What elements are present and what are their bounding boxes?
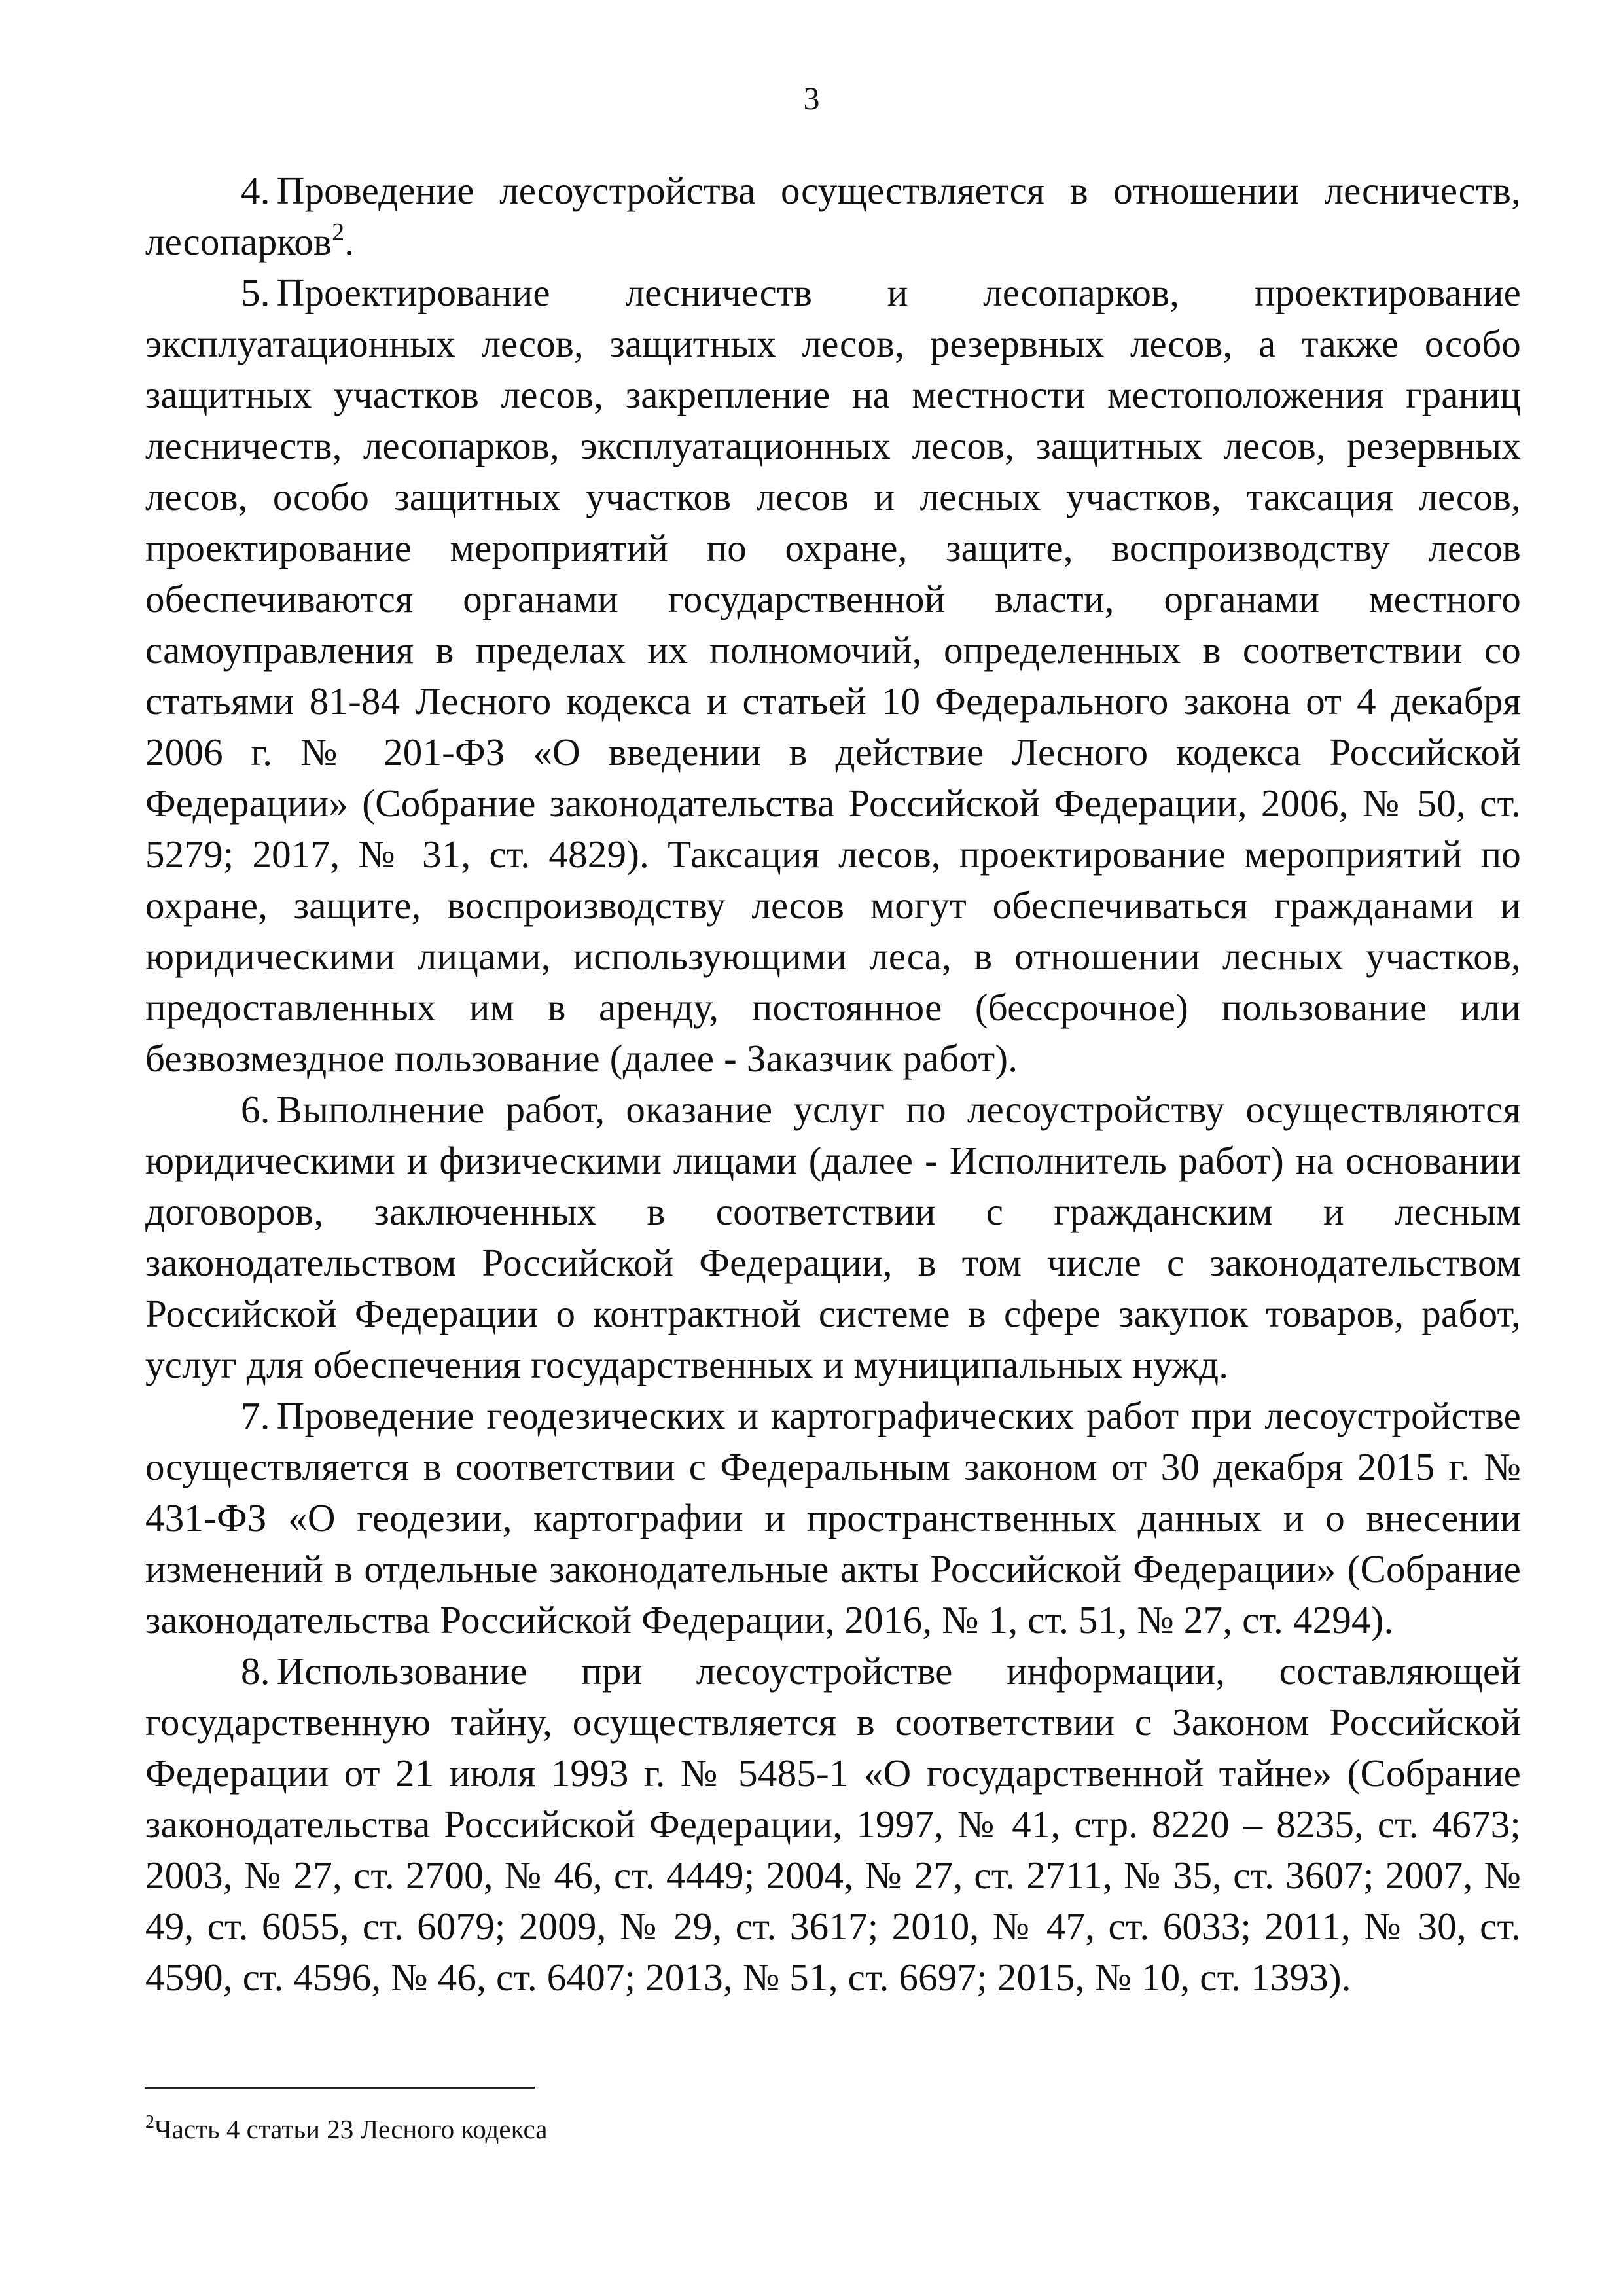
- paragraph-number: 8.: [241, 1649, 270, 1693]
- footnote-divider: [145, 2087, 535, 2089]
- paragraph-7: [145, 1390, 1521, 1645]
- paragraph-text: Проведение лесоустройства осуществляется в отношении лесничеств, лесопарков: [145, 169, 1521, 263]
- footnote: [145, 2111, 1323, 2147]
- paragraph-number: 5.: [241, 271, 270, 314]
- page-number: 3: [803, 80, 820, 117]
- footnote-text: Часть 4 статьи 23 Лесного кодекса: [154, 2114, 548, 2144]
- footnote-reference: 2: [332, 219, 345, 246]
- footnote-marker: 2: [145, 2112, 154, 2132]
- paragraph-text: Проведение геодезических и картографических работ при лесоустройстве осуществляется в соответствии с Федеральным законом от 30 декабря 2015 г. № 431-ФЗ «О геодезии, картографии и пространственных данных и о внесении изменений в отдельные законодательные акты Российской Федерации» (Собрание законодательства Российской Федерации, 2016, № 1, ст. 51, № 27, ст. 4294).: [145, 1394, 1521, 1641]
- paragraph-5: [145, 267, 1521, 1084]
- paragraph-text-end: .: [344, 220, 355, 263]
- paragraph-6: [145, 1084, 1521, 1390]
- paragraph-number: 4.: [241, 169, 270, 212]
- body-text: [145, 165, 1521, 2003]
- paragraph-8: [145, 1645, 1521, 2003]
- paragraph-text: Проектирование лесничеств и лесопарков, проектирование эксплуатационных лесов, защитных лесов, резервных лесов, а также особо защитных участков лесов, закрепление на местности местоположения границ лесничеств, лесопарков, эксплуатационных лесов, защитных лесов, резервных лесов, особо защитных участков лесов и лесных участков, таксация лесов, проектирование мероприятий по охране, защите, воспроизводству лесов обеспечиваются органами государственной власти, органами местного самоуправления в пределах их полномочий, определенных в соответствии со статьями 81-84 Лесного кодекса и статьей 10 Федерального закона от 4 декабря 2006 г. № 201-ФЗ «О введении в действие Лесного кодекса Российской Федерации» (Собрание законодательства Российской Федерации, 2006, № 50, ст. 5279; 2017, № 31, ст. 4829). Таксация лесов, проектирование мероприятий по охране, защите, воспроизводству лесов могут обеспечиваться гражданами и юридическими лицами, использующими леса, в отношении лесных участков, предоставленных им в аренду, постоянное (бессрочное) пользование или безвозмездное пользование (далее - Заказчик работ).: [145, 271, 1521, 1080]
- paragraph-4: [145, 165, 1521, 267]
- paragraph-number: 6.: [241, 1088, 270, 1131]
- paragraph-text: Использование при лесоустройстве информации, составляющей государственную тайну, осуществляется в соответствии с Законом Российской Федерации от 21 июля 1993 г. № 5485-1 «О государственной тайне» (Собрание законодательства Российской Федерации, 1997, № 41, стр. 8220 – 8235, ст. 4673; 2003, № 27, ст. 2700, № 46, ст. 4449; 2004, № 27, ст. 2711, № 35, ст. 3607; 2007, № 49, ст. 6055, ст. 6079; 2009, № 29, ст. 3617; 2010, № 47, ст. 6033; 2011, № 30, ст. 4590, ст. 4596, № 46, ст. 6407; 2013, № 51, ст. 6697; 2015, № 10, ст. 1393).: [145, 1649, 1521, 1999]
- paragraph-text: Выполнение работ, оказание услуг по лесоустройству осуществляются юридическими и физическими лицами (далее - Исполнитель работ) на основании договоров, заключенных в соответствии с гражданским и лесным законодательством Российской Федерации, в том числе с законодательством Российской Федерации о контрактной системе в сфере закупок товаров, работ, услуг для обеспечения государственных и муниципальных нужд.: [145, 1088, 1521, 1386]
- paragraph-number: 7.: [241, 1394, 270, 1437]
